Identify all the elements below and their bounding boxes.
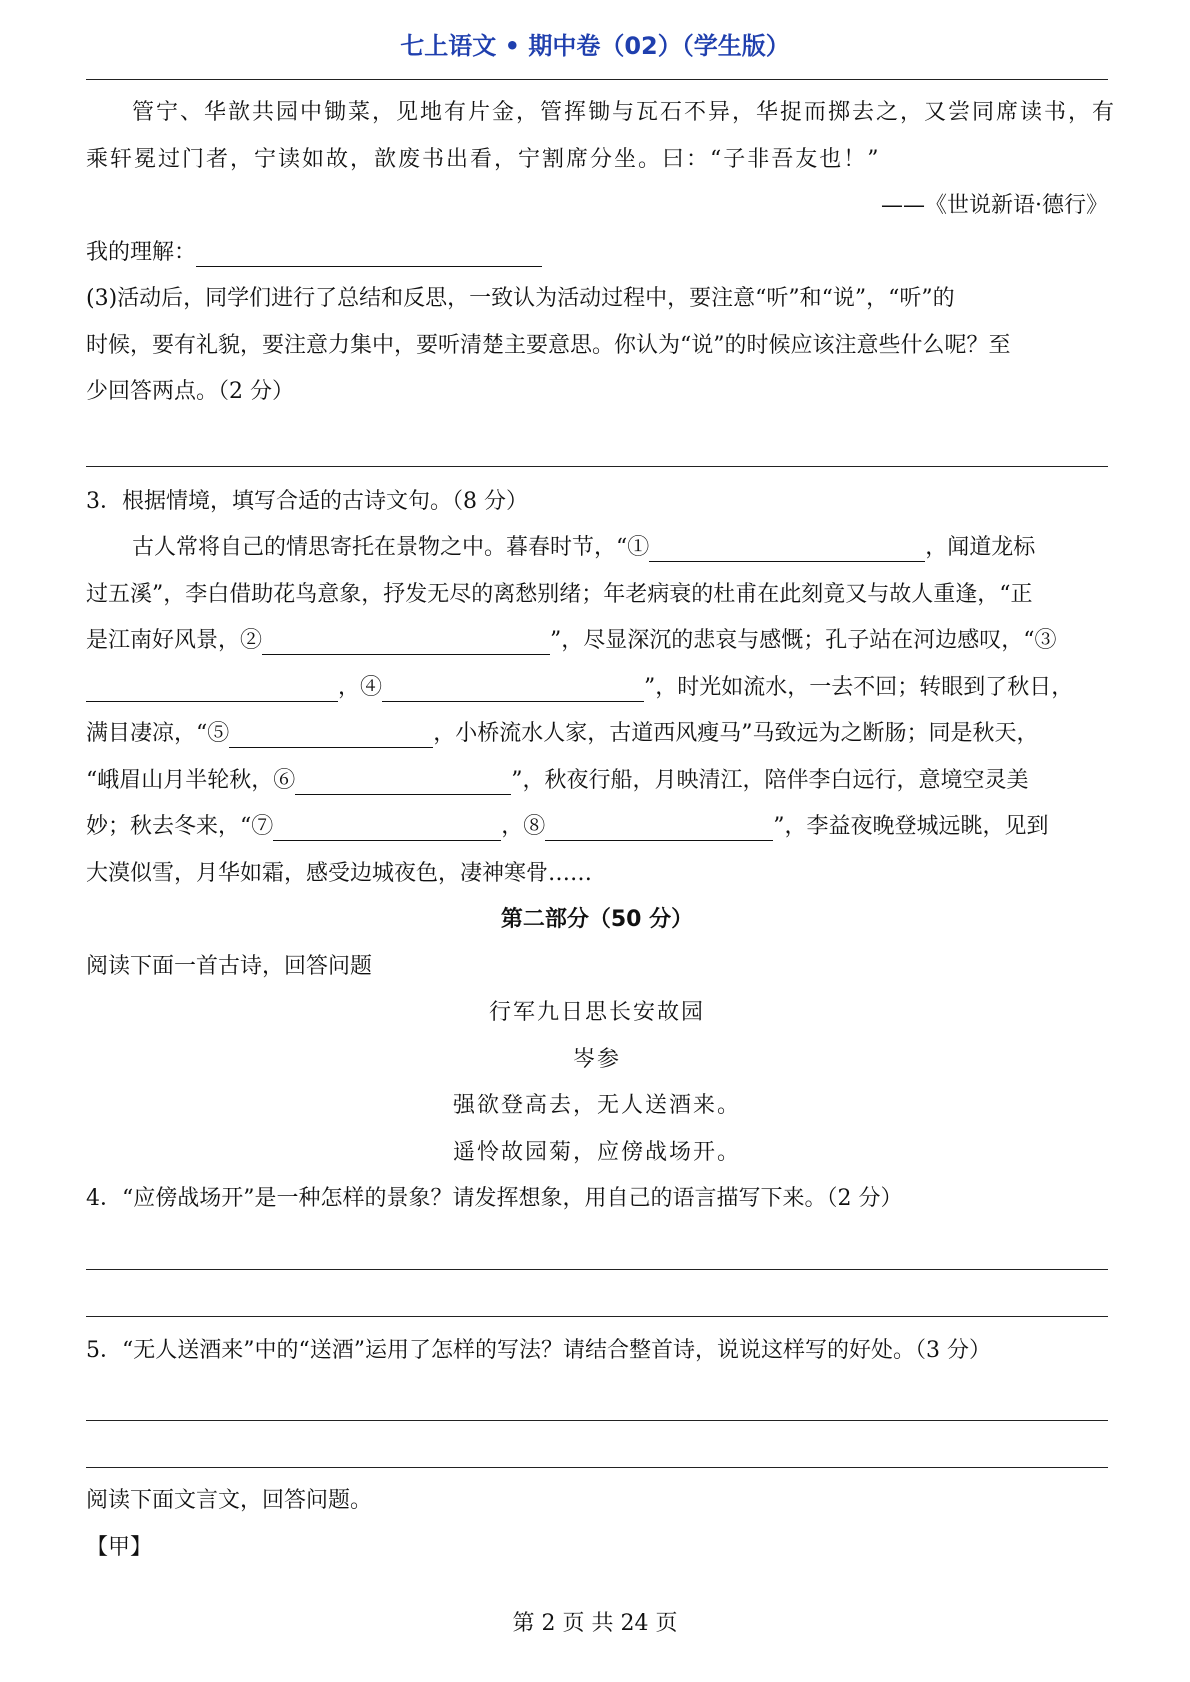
q3-title: 3．根据情境，填写合适的古诗文句。（8 分） (86, 488, 528, 514)
q2-3-line-1: (3)活动后，同学们进行了总结和反思，一致认为活动过程中，要注意“听”和“说”，“听”的 (86, 286, 955, 311)
q2-3-line-3: 少回答两点。（2 分） (86, 379, 294, 404)
header-divider (86, 79, 1108, 80)
blank-1[interactable] (649, 533, 925, 562)
story-line-1: 管宁、华歆共园中锄菜，见地有片金，管挥锄与瓦石不异，华捉而掷去之，又尝同席读书，有 (132, 100, 1117, 125)
section-jia-label: 【甲】 (86, 1534, 153, 1560)
part2-intro-2: 阅读下面文言文，回答问题。 (86, 1488, 373, 1513)
blank-6[interactable] (295, 766, 511, 795)
q5-answer-line-2[interactable] (86, 1467, 1108, 1468)
blank-3[interactable] (86, 673, 338, 702)
q3-line-1: 古人常将自己的情思寄托在景物之中。暮春时节，“① ，闻道龙标 (132, 535, 1036, 560)
poem-title: 行军九日思长安故园 (488, 1000, 705, 1025)
page-footer: 第 2 页 共 24 页 (512, 1611, 678, 1636)
blank-7[interactable] (273, 812, 501, 841)
q3-line-4: ，④ ”，时光如流水，一去不回；转眼到了秋日， (86, 665, 1108, 712)
understanding-row (86, 230, 1108, 277)
q3-line-8: 大漠似雪，月华如霜，感受边城夜色，凄神寒骨…… (86, 860, 593, 886)
page-content (86, 90, 1117, 1571)
page-header-title: 七上语文 • 期中卷（02）（学生版） (400, 32, 790, 60)
part2-intro: 阅读下面一首古诗，回答问题 (86, 953, 373, 979)
blank-2[interactable] (262, 626, 550, 655)
q3-line-5: 满目凄凉，“⑤ ，小桥流水人家，古道西风瘦马”马致远为之断肠；同是秋天， (86, 721, 1039, 746)
q3-line-6: “峨眉山月半轮秋，⑥ ”，秋夜行船，月映清江，陪伴李白远行，意境空灵美 (86, 767, 1029, 793)
poem-line-2: 遥怜故园菊，应傍战场开。 (452, 1139, 741, 1165)
story-source: ——《世说新语·德行》 (881, 193, 1108, 218)
poem-line-1: 强欲登高去，无人送酒来。 (452, 1093, 741, 1118)
blank-4[interactable] (382, 673, 644, 702)
q2-3-answer-line[interactable] (86, 466, 1108, 467)
story-line-2: 乘轩冕过门者，宁读如故，歆废书出看，宁割席分坐。曰：“子非吾友也！” (86, 146, 881, 172)
q2-3-line-2: 时候，要有礼貌，要注意力集中，要听清楚主要意思。你认为“说”的时候应该注意些什么呢？至 (86, 332, 1011, 358)
q4-answer-line-2[interactable] (86, 1316, 1108, 1317)
understanding-label: 我的理解： (86, 239, 197, 265)
q4-text: 4．“应傍战场开”是一种怎样的景象？请发挥想象，用自己的语言描写下来。（2 分） (86, 1186, 903, 1211)
q5-text: 5．“无人送酒来”中的“送酒”运用了怎样的写法？请结合整首诗，说说这样写的好处。（3 分） (86, 1337, 991, 1363)
understanding-blank[interactable] (196, 238, 542, 267)
blank-5[interactable] (229, 719, 433, 748)
q3-line-7: 妙；秋去冬来，“⑦ ，⑧ ”，李益夜晚登城远眺，见到 (86, 814, 1049, 839)
q3-line-2: 过五溪”，李白借助花鸟意象，抒发无尽的离愁别绪；年老病衰的杜甫在此刻竟又与故人重逢，“正 (86, 581, 1033, 607)
q3-line-3: 是江南好风景，② ”，尽显深沉的悲哀与感慨；孔子站在河边感叹，“③ (86, 628, 1057, 653)
part2-heading: 第二部分（50 分） (500, 907, 694, 932)
blank-8[interactable] (545, 812, 773, 841)
poem-author: 岑参 (572, 1046, 621, 1072)
